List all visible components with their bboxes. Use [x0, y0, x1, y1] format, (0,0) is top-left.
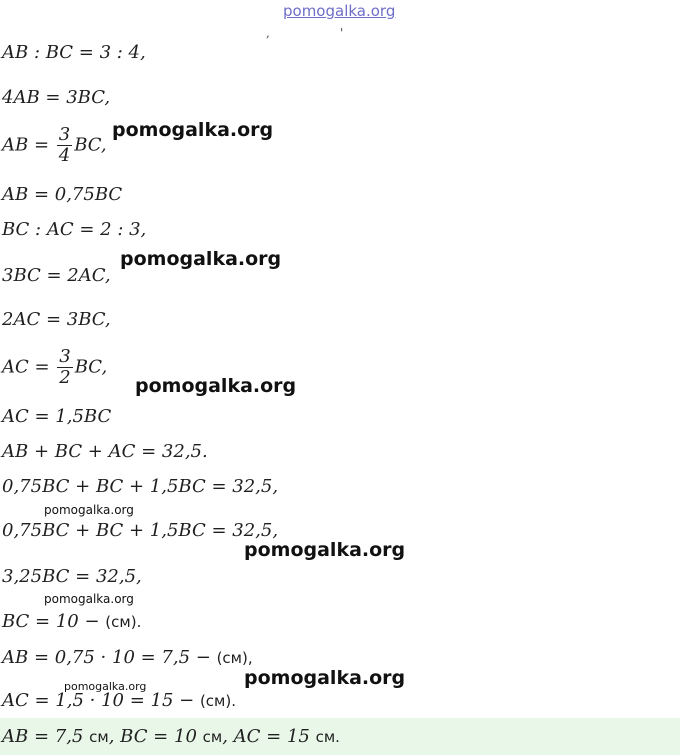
unit-label: см	[89, 728, 109, 746]
equation-line: 3,25BC = 32,5,	[2, 566, 142, 587]
equation-line	[2, 347, 107, 388]
watermark-text: pomogalka.org	[44, 592, 134, 606]
equation-text: AB =	[2, 134, 55, 156]
equation-line: 2AC = 3BC,	[2, 309, 111, 330]
unit-label: см	[202, 728, 223, 746]
stray-mark: ,	[266, 26, 270, 40]
fraction-denominator: 4	[58, 145, 71, 166]
equation-line: AC = 1,5BC	[2, 406, 112, 427]
fraction	[57, 347, 72, 388]
watermark-text: pomogalka.org	[64, 680, 147, 693]
watermark-text: pomogalka.org	[112, 119, 274, 141]
equation-line	[2, 647, 253, 669]
top-watermark-link[interactable]: pomogalka.org	[283, 2, 396, 20]
equation-line: AB : BC = 3 : 4,	[2, 42, 146, 63]
answer-text: , BC = 10	[108, 726, 203, 747]
watermark-text: pomogalka.org	[135, 375, 297, 397]
stray-mark: '	[340, 26, 344, 40]
equation-text: AB = 0,75 · 10 = 7,5 −	[2, 647, 217, 668]
fraction-numerator: 3	[59, 346, 71, 367]
equation-text: BC = 10 −	[2, 611, 106, 632]
unit-label: (см).	[105, 613, 142, 631]
answer-highlight	[0, 718, 680, 755]
equation-line: 3BC = 2AC,	[2, 265, 111, 286]
equation-line: BC : AC = 2 : 3,	[2, 219, 147, 240]
equation-line: AB = 0,75BC	[2, 184, 123, 205]
watermark-text: pomogalka.org	[244, 539, 406, 561]
equation-line: AB + BC + AC = 32,5.	[2, 441, 208, 462]
equation-line: 4AB = 3BC,	[2, 87, 111, 108]
answer-text: , AC = 15	[222, 726, 316, 747]
equation-text: AC =	[2, 356, 56, 378]
answer-line	[2, 726, 340, 748]
equation-line	[2, 611, 141, 633]
equation-line	[2, 125, 107, 166]
answer-text: AB = 7,5	[2, 726, 90, 747]
watermark-text: pomogalka.org	[120, 248, 282, 270]
equation-line: 0,75BC + BC + 1,5BC = 32,5,	[2, 476, 279, 497]
watermark-text: pomogalka.org	[44, 503, 134, 517]
equation-text: BC,	[74, 134, 107, 156]
equation-line	[2, 690, 236, 712]
watermark-text: pomogalka.org	[244, 667, 406, 689]
fraction-numerator: 3	[58, 124, 71, 145]
equation-text: BC,	[74, 356, 108, 378]
equation-line: 0,75BC + BC + 1,5BC = 32,5,	[2, 520, 279, 541]
unit-label: см.	[315, 728, 340, 746]
unit-label: (см).	[199, 692, 236, 710]
fraction-denominator: 2	[59, 367, 71, 388]
equation-text: AC = 1,5 · 10 = 15 −	[2, 690, 200, 711]
unit-label: (см),	[216, 649, 253, 667]
fraction	[57, 125, 72, 166]
